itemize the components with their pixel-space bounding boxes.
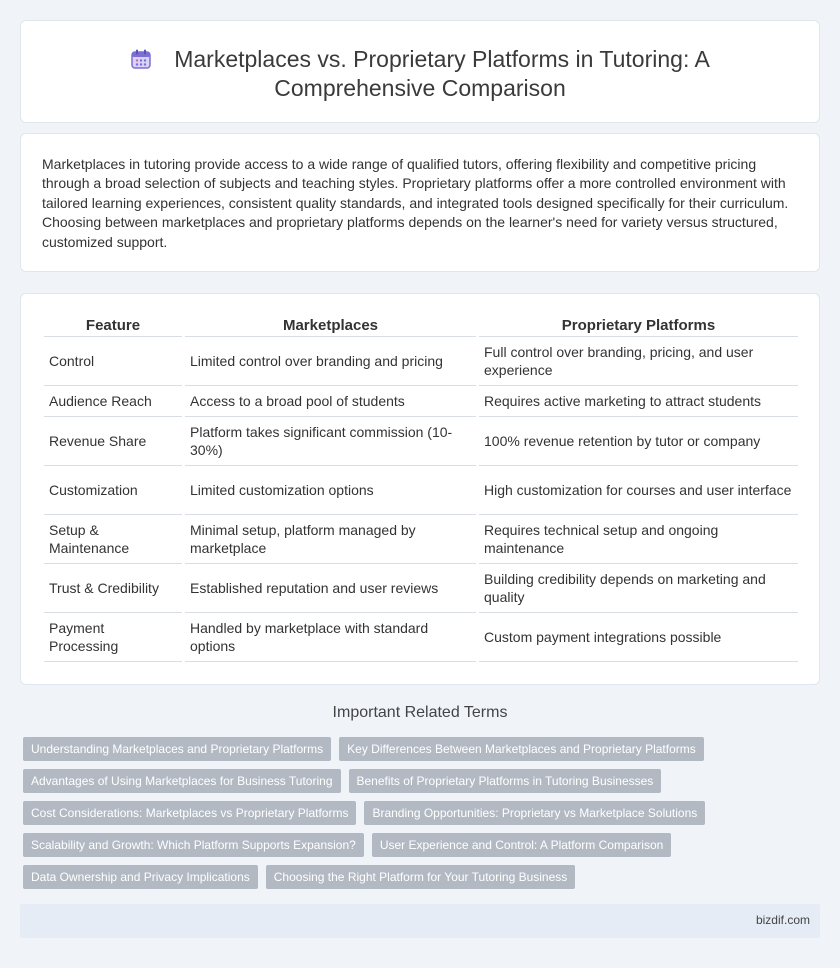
feature-cell: Setup & Maintenance — [44, 515, 182, 564]
proprietary-cell: Requires technical setup and ongoing maintenance — [479, 515, 798, 564]
related-term-tag[interactable]: Key Differences Between Marketplaces and Proprietary Platforms — [339, 737, 704, 761]
calendar-icon — [130, 48, 152, 70]
intro-text: Marketplaces in tutoring provide access to a wide range of qualified tutors, offering flexibility and competitive pricing through a broad selection of subjects and teaching styles. Proprietary platforms offer a more controlled environment with tailored learning experiences, consistent quality standards, and integrated tools designed specifically for their curriculum. Choosing between marketplaces and proprietary platforms depends on the learner's need for variety versus structured, customized support. — [42, 156, 789, 250]
related-terms-list — [23, 737, 823, 897]
header-marketplaces: Marketplaces — [185, 317, 476, 337]
related-term-tag[interactable]: Advantages of Using Marketplaces for Business Tutoring — [23, 769, 341, 793]
marketplaces-cell: Access to a broad pool of students — [185, 386, 476, 417]
feature-cell: Revenue Share — [44, 417, 182, 466]
proprietary-cell: Full control over branding, pricing, and user experience — [479, 337, 798, 386]
related-terms-title: Important Related Terms — [332, 704, 508, 721]
table-row — [44, 515, 798, 564]
proprietary-cell: High customization for courses and user interface — [479, 466, 798, 515]
table-row — [44, 564, 798, 613]
feature-cell: Trust & Credibility — [44, 564, 182, 613]
related-term-tag[interactable]: Branding Opportunities: Proprietary vs Marketplace Solutions — [364, 801, 705, 825]
table-row — [44, 613, 798, 662]
title-line-1: Marketplaces vs. Proprietary Platforms in Tutoring: A — [174, 46, 710, 72]
feature-cell: Audience Reach — [44, 386, 182, 417]
related-term-tag[interactable]: Choosing the Right Platform for Your Tutoring Business — [266, 865, 576, 889]
tag-row — [23, 769, 823, 793]
table-row — [44, 466, 798, 515]
page-title — [21, 45, 819, 103]
feature-cell: Customization — [44, 466, 182, 515]
footer-site[interactable]: bizdif.com — [755, 913, 810, 927]
proprietary-cell: Requires active marketing to attract students — [479, 386, 798, 417]
table-header-row — [44, 317, 798, 337]
marketplaces-cell: Limited control over branding and pricing — [185, 337, 476, 386]
marketplaces-cell: Platform takes significant commission (10-30%) — [185, 417, 476, 466]
marketplaces-cell: Handled by marketplace with standard options — [185, 613, 476, 662]
related-term-tag[interactable]: Cost Considerations: Marketplaces vs Proprietary Platforms — [23, 801, 356, 825]
proprietary-cell: Building credibility depends on marketing and quality — [479, 564, 798, 613]
marketplaces-cell: Minimal setup, platform managed by marketplace — [185, 515, 476, 564]
table-row — [44, 386, 798, 417]
feature-cell: Control — [44, 337, 182, 386]
related-term-tag[interactable]: Scalability and Growth: Which Platform Supports Expansion? — [23, 833, 364, 857]
related-term-tag[interactable]: Understanding Marketplaces and Proprietary Platforms — [23, 737, 331, 761]
title-line-2: Comprehensive Comparison — [274, 75, 566, 101]
tag-row — [23, 737, 823, 761]
proprietary-cell: Custom payment integrations possible — [479, 613, 798, 662]
tag-row — [23, 833, 823, 857]
marketplaces-cell: Established reputation and user reviews — [185, 564, 476, 613]
marketplaces-cell: Limited customization options — [185, 466, 476, 515]
intro-card — [20, 133, 820, 272]
table-row — [44, 337, 798, 386]
header-proprietary: Proprietary Platforms — [479, 317, 798, 337]
comparison-card — [20, 293, 820, 685]
feature-cell: Payment Processing — [44, 613, 182, 662]
header-feature: Feature — [44, 317, 182, 337]
related-term-tag[interactable]: Benefits of Proprietary Platforms in Tutoring Businesses — [349, 769, 662, 793]
title-card — [20, 20, 820, 123]
related-term-tag[interactable]: User Experience and Control: A Platform Comparison — [372, 833, 671, 857]
tag-row — [23, 865, 823, 889]
footer — [20, 904, 820, 938]
related-term-tag[interactable]: Data Ownership and Privacy Implications — [23, 865, 258, 889]
comparison-table — [41, 317, 801, 662]
table-row — [44, 417, 798, 466]
tag-row — [23, 801, 823, 825]
proprietary-cell: 100% revenue retention by tutor or company — [479, 417, 798, 466]
